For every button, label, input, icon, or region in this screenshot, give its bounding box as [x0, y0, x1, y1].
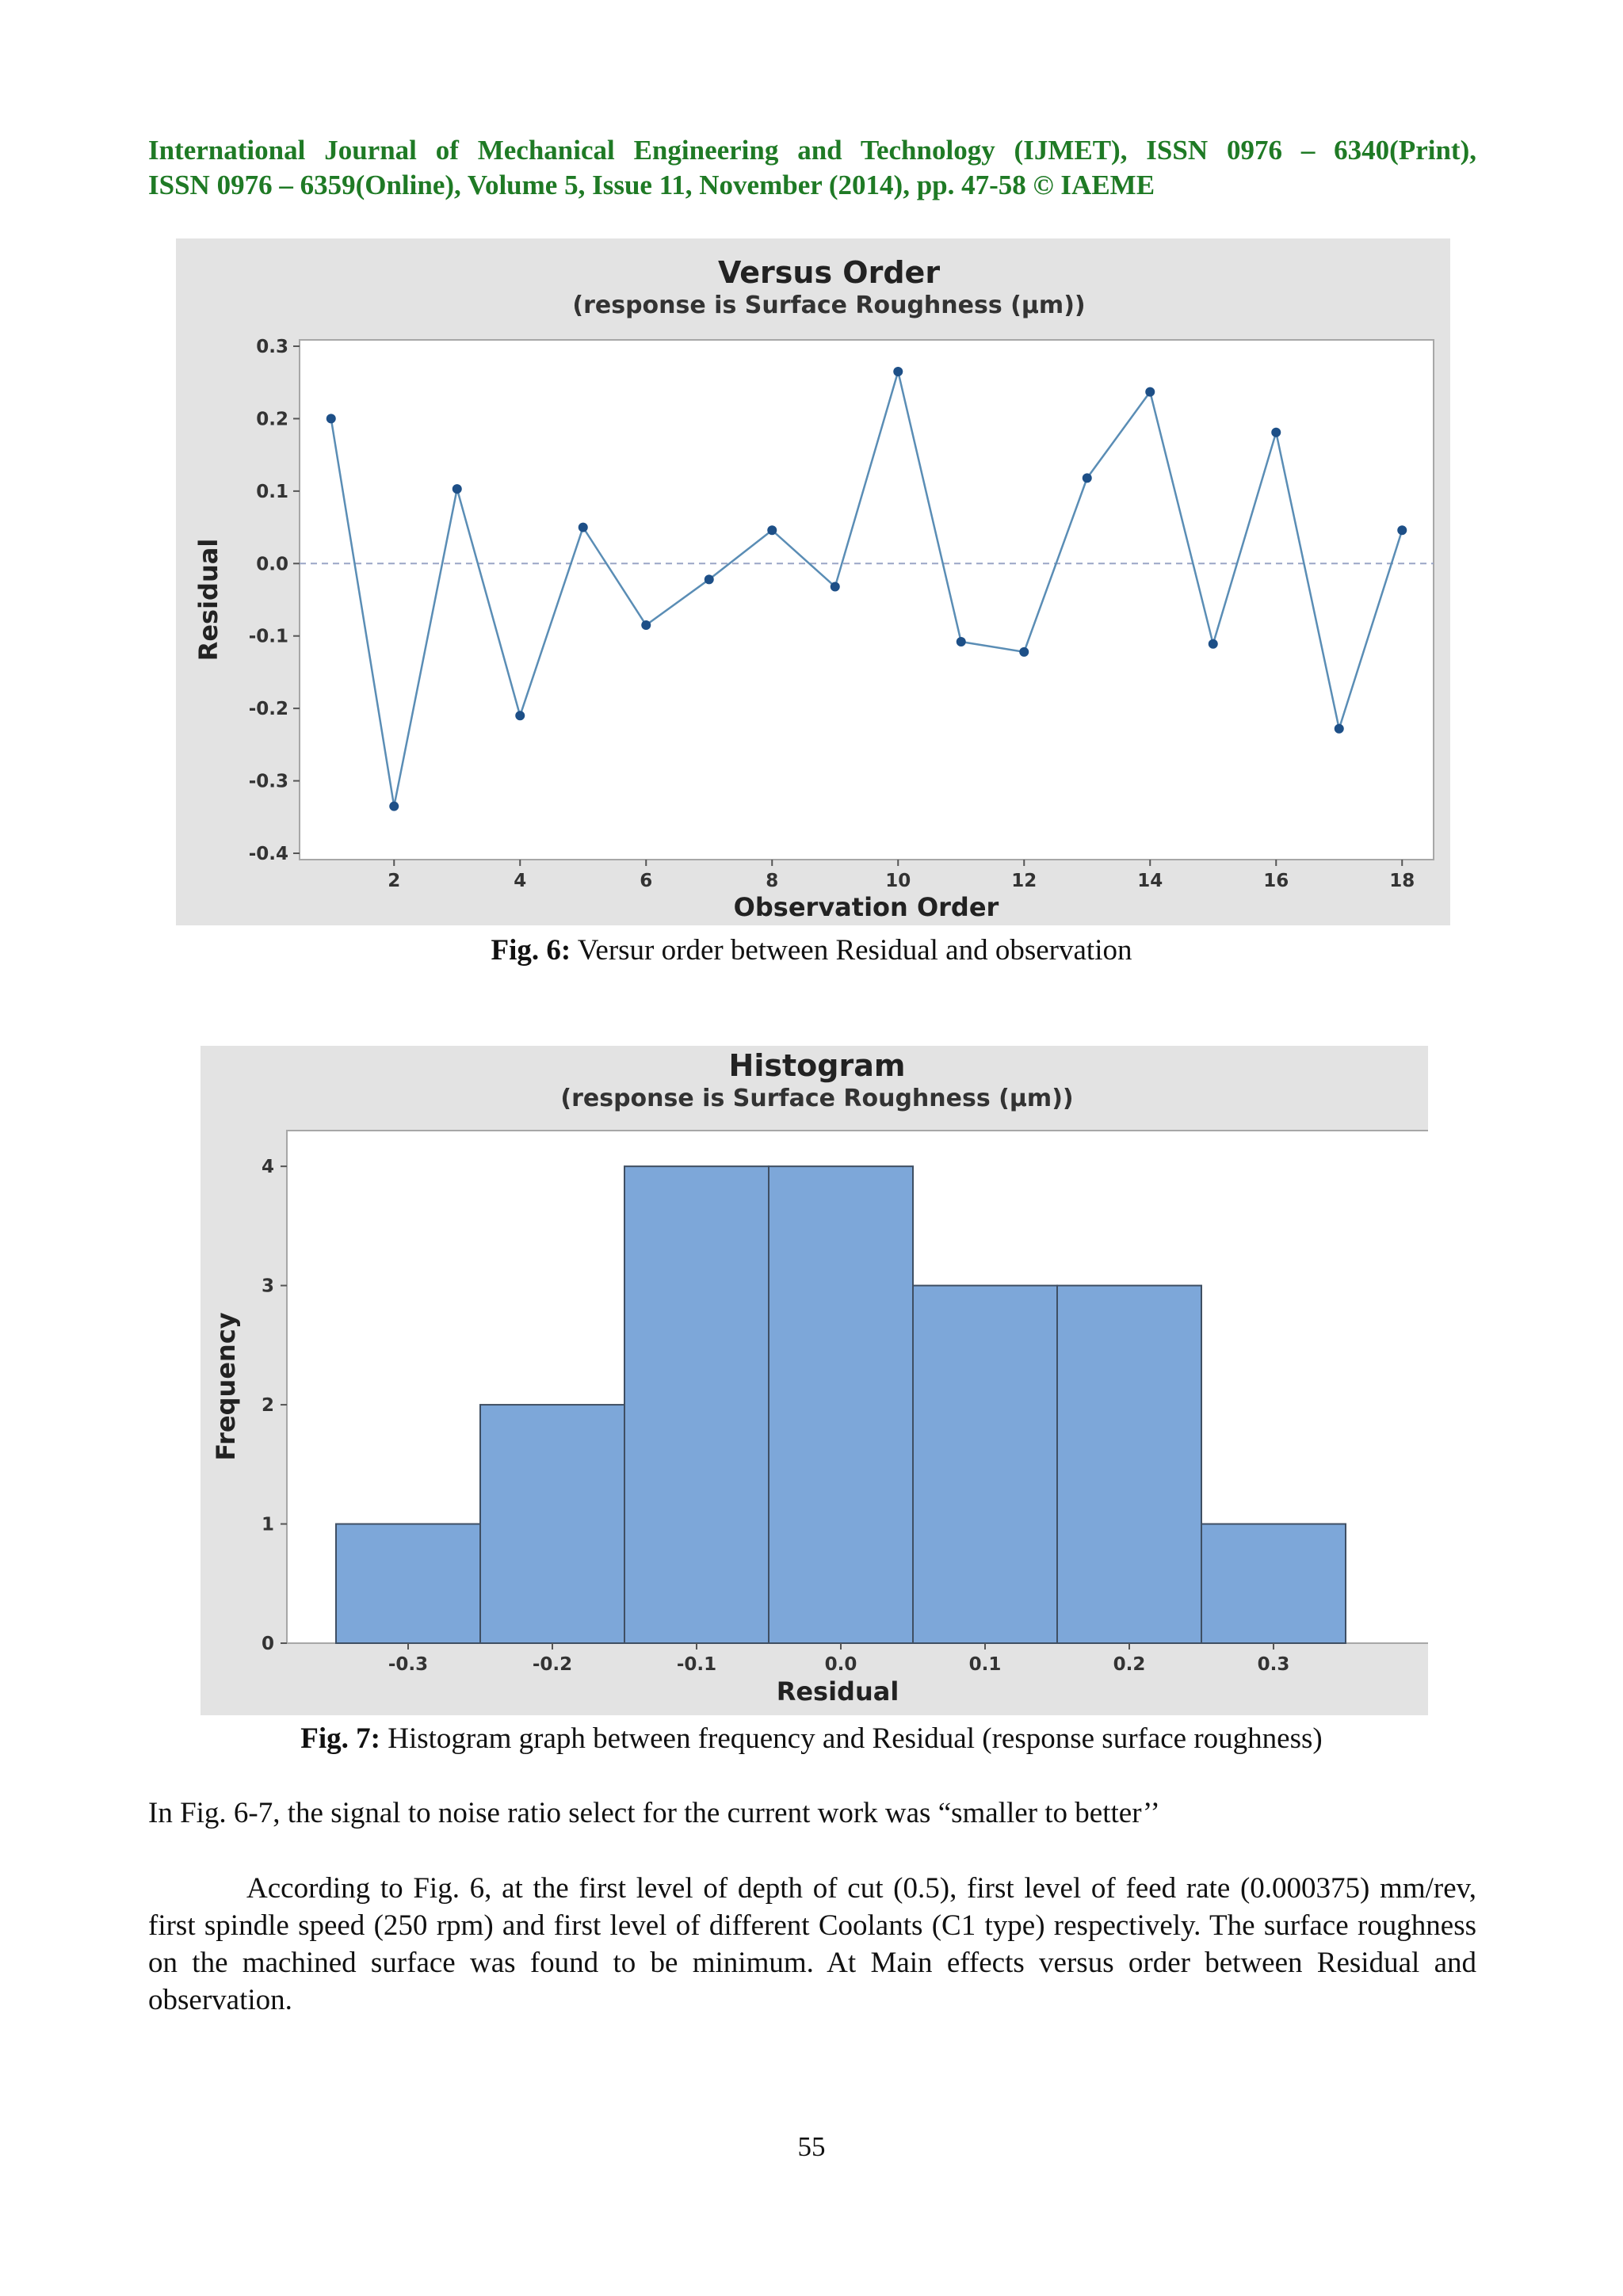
- residual-data-point: [1397, 525, 1407, 535]
- y-tick-label: 3: [261, 1276, 274, 1297]
- fig6-caption-text: Versur order between Residual and observation: [571, 934, 1132, 967]
- x-tick-label: 0.3: [1257, 1654, 1290, 1675]
- residual-data-point: [705, 574, 714, 584]
- x-tick-label: 0.1: [968, 1654, 1002, 1675]
- y-tick-label: 0: [261, 1634, 274, 1654]
- x-tick-label: 16: [1263, 871, 1289, 891]
- y-tick-label: 1: [261, 1514, 274, 1535]
- versus-order-chart-svg: [176, 238, 1450, 925]
- residual-data-point: [1335, 724, 1344, 734]
- y-tick-label: -0.4: [248, 844, 288, 864]
- x-tick-label: -0.2: [532, 1654, 573, 1675]
- residual-data-point: [641, 620, 651, 630]
- y-tick-label: -0.3: [248, 771, 288, 792]
- residual-data-point: [957, 637, 966, 646]
- residual-data-point: [1083, 473, 1092, 482]
- histogram-bar: [1201, 1524, 1346, 1643]
- residual-data-point: [893, 367, 903, 376]
- histogram-y-axis-label: Frequency: [211, 1312, 241, 1461]
- fig7-caption-label: Fig. 7:: [300, 1722, 380, 1755]
- versus-order-subtitle: (response is Surface Roughness (µm)): [572, 292, 1086, 319]
- y-tick-label: 0.2: [256, 409, 288, 430]
- fig7-caption: [0, 1722, 1623, 1756]
- histogram-subtitle: (response is Surface Roughness (µm)): [560, 1085, 1074, 1112]
- x-tick-label: 0.2: [1113, 1654, 1146, 1675]
- y-tick-label: 0.0: [256, 554, 288, 575]
- versus-order-plot-area: [300, 340, 1434, 860]
- x-tick-label: -0.3: [388, 1654, 429, 1675]
- residual-data-point: [1019, 647, 1029, 657]
- residual-data-point: [515, 711, 525, 720]
- x-tick-label: 18: [1389, 871, 1415, 891]
- journal-header: [148, 133, 1476, 203]
- histogram-bar: [1057, 1286, 1201, 1643]
- histogram-x-axis-label: Residual: [776, 1676, 899, 1707]
- x-tick-label: 2: [388, 871, 401, 891]
- histogram-title: Histogram: [728, 1048, 906, 1083]
- versus-order-y-axis-label: Residual: [193, 538, 223, 662]
- x-tick-label: 14: [1137, 871, 1163, 891]
- x-tick-label: 6: [640, 871, 653, 891]
- residual-data-point: [1145, 387, 1155, 397]
- residual-data-point: [453, 484, 462, 494]
- residual-data-point: [1209, 639, 1218, 649]
- journal-header-line-2: ISSN 0976 – 6359(Online), Volume 5, Issue 11, November (2014), pp. 47-58 © IAEME: [148, 170, 1155, 200]
- page-number: 55: [797, 2131, 826, 2162]
- residual-data-point: [1271, 428, 1281, 437]
- residual-data-point: [831, 582, 840, 592]
- histogram-chart: [200, 1046, 1428, 1715]
- histogram-bar: [769, 1166, 913, 1643]
- body-paragraph-1: In Fig. 6-7, the signal to noise ratio select for the current work was “smaller to better’’: [148, 1797, 1160, 1829]
- fig6-caption: [0, 933, 1623, 968]
- fig7-caption-text: Histogram graph between frequency and Residual (response surface roughness): [380, 1722, 1323, 1755]
- versus-order-title: Versus Order: [717, 255, 941, 290]
- y-tick-label: 0.3: [256, 337, 288, 357]
- histogram-bar: [624, 1166, 769, 1643]
- body-paragraph-2: According to Fig. 6, at the first level of depth of cut (0.5), first level of feed rate (0.000375) mm/rev, first spindle speed (250 rpm) and first level of different Coolants (C1 type) respectively. The surface roughness on the machined surface was found to be minimum. At Main effects versus order between Residual and observation.: [148, 1872, 1476, 2016]
- x-tick-label: 0.0: [824, 1654, 857, 1675]
- x-tick-label: 12: [1011, 871, 1037, 891]
- residual-data-point: [579, 523, 588, 532]
- y-tick-label: 4: [261, 1157, 274, 1178]
- y-tick-label: -0.1: [248, 626, 288, 647]
- fig6-caption-label: Fig. 6:: [491, 934, 571, 967]
- y-tick-label: 0.1: [256, 481, 288, 502]
- residual-data-point: [767, 525, 777, 535]
- x-tick-label: 8: [766, 871, 779, 891]
- versus-order-chart: [176, 238, 1450, 925]
- x-tick-label: 10: [885, 871, 911, 891]
- y-tick-label: 2: [261, 1395, 274, 1417]
- histogram-chart-svg: [200, 1046, 1428, 1715]
- residual-data-point: [327, 414, 336, 423]
- y-tick-label: -0.2: [248, 699, 288, 720]
- x-tick-label: 4: [514, 871, 527, 891]
- histogram-bar: [480, 1405, 624, 1643]
- versus-order-x-axis-label: Observation Order: [733, 892, 999, 922]
- x-tick-label: -0.1: [676, 1654, 717, 1675]
- histogram-bar: [336, 1524, 480, 1643]
- residual-data-point: [389, 802, 399, 811]
- journal-header-line-1: International Journal of Mechanical Engineering and Technology (IJMET), ISSN 0976 – 6340(Print),: [148, 135, 1476, 166]
- histogram-bar: [913, 1286, 1057, 1643]
